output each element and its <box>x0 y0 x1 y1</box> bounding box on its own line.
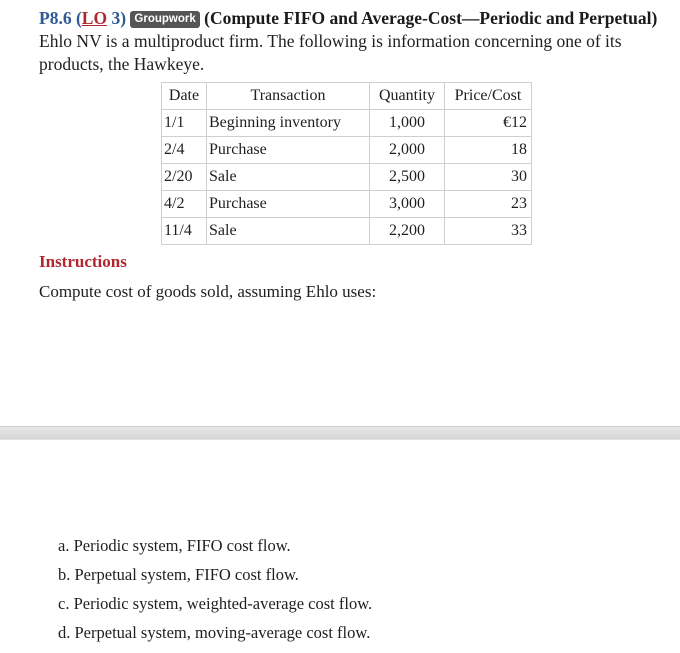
instructions-heading: Instructions <box>39 252 127 271</box>
cell-quantity: 2,500 <box>370 164 445 191</box>
problem-code: P8.6 <box>39 8 72 28</box>
cell-transaction: Sale <box>207 218 370 245</box>
cell-date: 2/20 <box>162 164 207 191</box>
table-row <box>162 218 532 245</box>
cell-price: €12 <box>445 110 532 137</box>
table-row <box>162 110 532 137</box>
question-part-c: c. Periodic system, weighted-average cost flow. <box>58 594 373 613</box>
problem-description: Ehlo NV is a multiproduct firm. The following is information concerning one of its products, the Hawkeye. <box>39 31 622 74</box>
cell-price: 30 <box>445 164 532 191</box>
question-part-d: d. Perpetual system, moving-average cost flow. <box>58 623 371 642</box>
table-row <box>162 164 532 191</box>
problem-heading <box>39 7 667 76</box>
header-price-cost: Price/Cost <box>445 83 532 110</box>
lo-paren: ( <box>75 8 82 28</box>
cell-date: 1/1 <box>162 110 207 137</box>
inventory-table <box>161 82 532 245</box>
section-divider <box>0 426 680 440</box>
cell-quantity: 2,200 <box>370 218 445 245</box>
cell-transaction: Purchase <box>207 137 370 164</box>
header-quantity: Quantity <box>370 83 445 110</box>
cell-quantity: 2,000 <box>370 137 445 164</box>
instructions-text: Compute cost of goods sold, assuming Ehlo uses: <box>39 282 377 301</box>
cell-quantity: 3,000 <box>370 191 445 218</box>
lo-number: 3) <box>111 8 127 28</box>
cell-transaction: Purchase <box>207 191 370 218</box>
cell-date: 2/4 <box>162 137 207 164</box>
learning-objective-link[interactable]: LO <box>81 8 108 28</box>
question-part-b: b. Perpetual system, FIFO cost flow. <box>58 565 299 584</box>
cell-price: 33 <box>445 218 532 245</box>
question-part-a: a. Periodic system, FIFO cost flow. <box>58 536 291 555</box>
question-parts-list <box>58 535 372 651</box>
cell-date: 4/2 <box>162 191 207 218</box>
header-transaction: Transaction <box>207 83 370 110</box>
table-row <box>162 191 532 218</box>
cell-transaction: Beginning inventory <box>207 110 370 137</box>
cell-price: 18 <box>445 137 532 164</box>
cell-date: 11/4 <box>162 218 207 245</box>
header-date: Date <box>162 83 207 110</box>
cell-price: 23 <box>445 191 532 218</box>
problem-title: (Compute FIFO and Average-Cost—Periodic and Perpetual) <box>204 8 658 28</box>
cell-transaction: Sale <box>207 164 370 191</box>
groupwork-badge: Groupwork <box>130 11 199 28</box>
table-header-row <box>162 83 532 110</box>
table-row <box>162 137 532 164</box>
cell-quantity: 1,000 <box>370 110 445 137</box>
